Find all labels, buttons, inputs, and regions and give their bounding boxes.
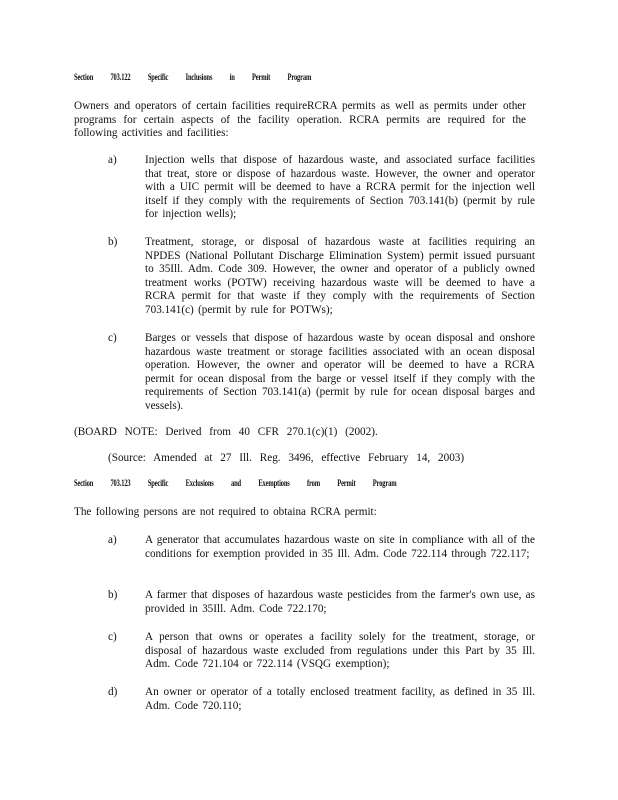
list-item-text: An owner or operator of a totally enclosed treatment facility, as defined in 35 Ill. Adm. Code 720.110; <box>145 686 535 712</box>
list-item-label: c) <box>108 631 117 643</box>
board-note: (BOARD NOTE: Derived from 40 CFR 270.1(c)(1) (2002). <box>74 426 378 438</box>
section-703-122-intro: Owners and operators of certain facilities requireRCRA permits as well as permits under other programs for certain aspects of the facility operation. RCRA permits are required for the following activities and facilities: <box>74 100 526 140</box>
list-item-text: A person that owns or operates a facility solely for the treatment, storage, or disposal of hazardous waste excluded from regulations under this Part by 35 Ill. Adm. Code 721.104 or 722.114 (VSQG exemption); <box>145 631 535 671</box>
list-item-text: A farmer that disposes of hazardous waste pesticides from the farmer's own use, as provided in 35Ill. Adm. Code 722.170; <box>145 589 535 615</box>
section-703-123-intro: The following persons are not required to obtaina RCRA permit: <box>74 506 377 518</box>
list-item-label: b) <box>108 589 118 601</box>
list-item-label: a) <box>108 154 117 166</box>
section-703-123-heading: Section 703.123 Specific Exclusions and Exemptions from Permit Program <box>74 478 397 488</box>
list-item-text: Treatment, storage, or disposal of hazardous waste at facilities requiring an NPDES (National Pollutant Discharge Elimination System) permit issued pursuant to 35Ill. Adm. Code 309. However, the owner and operator of a publicly owned treatment works (POTW) receiving hazardous waste will be deemed to have a RCRA permit for that waste if they comply with the requirements of Section 703.141(c) (permit by rule for POTWs); <box>145 236 535 316</box>
list-item-text: Barges or vessels that dispose of hazardous waste by ocean disposal and onshore hazardous waste treatment or storage facilities associated with an ocean disposal operation. However, the owner and operator will be deemed to have a RCRA permit for ocean disposal from the barge or vessel itself if they comply with the requirements of Section 703.141(a) (permit by rule for ocean disposal barges and vessels). <box>145 332 535 412</box>
list-item-label: d) <box>108 686 118 698</box>
list-item-label: a) <box>108 534 117 546</box>
list-item-text: Injection wells that dispose of hazardous waste, and associated surface facilities that treat, store or dispose of hazardous waste. However, the owner and operator with a UIC permit will be deemed to have a RCRA permit for the injection well itself if they comply with the requirements of Section 703.141(b) (permit by rule for injection wells); <box>145 154 535 221</box>
section-703-122-heading: Section 703.122 Specific Inclusions in Permit Program <box>74 72 312 82</box>
list-item-text: A generator that accumulates hazardous waste on site in compliance with all of the conditions for exemption provided in 35 Ill. Adm. Code 722.114 through 722.117; <box>145 534 535 560</box>
list-item-label: b) <box>108 236 118 248</box>
source-note: (Source: Amended at 27 Ill. Reg. 3496, effective February 14, 2003) <box>108 452 465 464</box>
list-item-label: c) <box>108 332 117 344</box>
